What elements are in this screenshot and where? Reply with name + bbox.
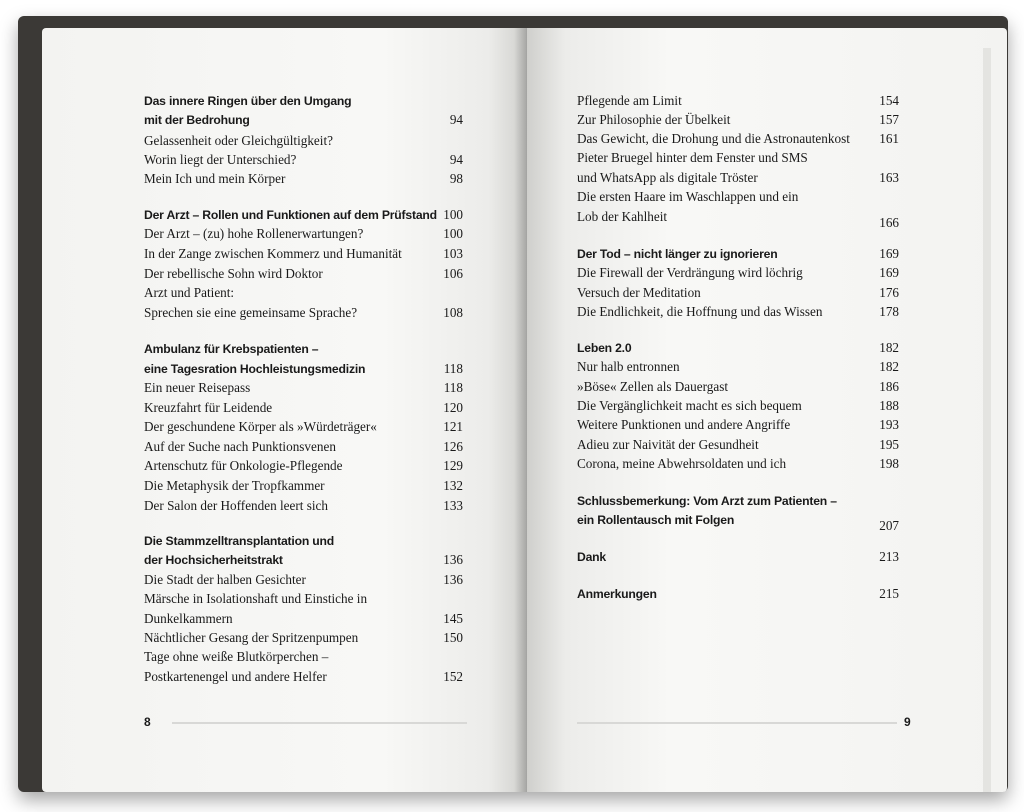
right-toc-entry: Corona, meine Abwehrsoldaten und ich — [577, 456, 787, 471]
left-toc-entry: Die Metaphysik der Tropfkammer — [144, 478, 325, 493]
right-toc-page-number: 166 — [879, 215, 899, 230]
left-toc-page-number: 132 — [443, 478, 463, 493]
right-toc-page-number: 169 — [879, 265, 899, 280]
left-toc-entry: Mein Ich und mein Körper — [144, 171, 286, 186]
right-toc-page-number: 193 — [879, 417, 899, 432]
left-toc — [42, 28, 527, 792]
left-toc-entry: Der geschundene Körper als »Würdeträger« — [144, 419, 377, 434]
left-toc-entry: Sprechen sie eine gemeinsame Sprache? — [144, 305, 358, 320]
right-toc-page-number: 186 — [879, 379, 899, 394]
left-toc-page-number: 121 — [443, 419, 463, 434]
left-toc-entry: Der rebellische Sohn wird Doktor — [144, 266, 323, 281]
left-toc-entry: Gelassenheit oder Gleichgültigkeit? — [144, 133, 333, 148]
right-toc-entry: Lob der Kahlheit — [577, 209, 668, 224]
left-toc-page-number: 136 — [443, 572, 463, 587]
left-toc-entry: Der Arzt – Rollen und Funktionen auf dem Prüfstand — [144, 208, 437, 222]
right-toc-entry: Die Firewall der Verdrängung wird löchrig — [577, 265, 803, 280]
left-toc-page-number: 98 — [449, 171, 463, 186]
left-toc-entry: eine Tagesration Hochleistungsmedizin — [144, 362, 366, 376]
left-toc-page-number: 120 — [443, 400, 463, 415]
right-toc-page-number: 182 — [879, 340, 899, 355]
left-toc-page-number: 94 — [449, 152, 463, 167]
left-toc-page-number: 108 — [443, 305, 463, 320]
right-toc-entry: Schlussbemerkung: Vom Arzt zum Patienten – — [577, 494, 837, 508]
left-toc-page-number: 136 — [443, 552, 463, 567]
right-toc-page-number: 161 — [879, 131, 899, 146]
left-toc-page-number: 145 — [443, 611, 463, 626]
right-toc-entry: »Böse« Zellen als Dauergast — [577, 379, 729, 394]
left-toc-entry: Tage ohne weiße Blutkörperchen – — [144, 649, 329, 664]
left-toc-entry: Arzt und Patient: — [144, 285, 235, 300]
right-toc-page-number: 198 — [879, 456, 899, 471]
right-toc-entry: Die Endlichkeit, die Hoffnung und das Wissen — [577, 304, 823, 319]
left-toc-page-number: 152 — [443, 669, 463, 684]
right-toc-page-number: 154 — [879, 93, 899, 108]
left-toc-entry: Ambulanz für Krebspatienten – — [144, 342, 319, 356]
right-folio: 9 — [904, 715, 911, 729]
left-toc-page-number: 118 — [443, 380, 463, 395]
left-footer-rule — [172, 722, 467, 724]
left-toc-page-number: 106 — [443, 266, 463, 281]
right-toc-page-number: 157 — [879, 112, 899, 127]
right-toc-page-number: 178 — [879, 304, 899, 319]
right-toc-entry: Pflegende am Limit — [577, 93, 682, 108]
left-toc-entry: Der Arzt – (zu) hohe Rollenerwartungen? — [144, 226, 364, 241]
left-toc-entry: In der Zange zwischen Kommerz und Humanität — [144, 246, 402, 261]
right-toc-page-number: 176 — [879, 285, 899, 300]
left-toc-entry: der Hochsicherheitstrakt — [144, 553, 283, 567]
left-toc-entry: Der Salon der Hoffenden leert sich — [144, 498, 328, 513]
left-toc-page-number: 94 — [449, 112, 463, 127]
left-toc-page-number: 100 — [443, 226, 463, 241]
right-toc-entry: Zur Philosophie der Übelkeit — [577, 112, 731, 127]
left-toc-page-number: 129 — [443, 458, 463, 473]
left-toc-entry: Auf der Suche nach Punktionsvenen — [144, 439, 336, 454]
right-toc-entry: Pieter Bruegel hinter dem Fenster und SMS — [577, 150, 808, 165]
left-toc-page-number: 126 — [443, 439, 463, 454]
right-toc-entry: ein Rollentausch mit Folgen — [577, 513, 735, 527]
left-toc-entry: Nächtlicher Gesang der Spritzenpumpen — [144, 630, 359, 645]
right-toc-page-number: 195 — [879, 437, 899, 452]
book-cover — [18, 16, 1008, 792]
right-toc-page-number: 188 — [879, 398, 899, 413]
right-toc-entry: Nur halb entronnen — [577, 359, 680, 374]
left-toc-page-number: 118 — [443, 361, 463, 376]
right-toc-page-number: 215 — [879, 586, 899, 601]
right-toc-entry: Das Gewicht, die Drohung und die Astronautenkost — [577, 131, 850, 146]
left-toc-page-number: 133 — [443, 498, 463, 513]
right-toc-page-number: 213 — [879, 549, 899, 564]
right-toc-entry: und WhatsApp als digitale Tröster — [577, 170, 758, 185]
right-toc-entry: Adieu zur Naivität der Gesundheit — [577, 437, 759, 452]
right-toc-page-number: 182 — [879, 359, 899, 374]
left-toc-entry: mit der Bedrohung — [144, 113, 250, 127]
right-toc-entry: Leben 2.0 — [577, 341, 632, 355]
right-toc-page-number: 207 — [879, 518, 899, 533]
left-toc-entry: Dunkelkammern — [144, 611, 233, 626]
right-toc-entry: Anmerkungen — [577, 587, 657, 601]
left-toc-entry: Worin liegt der Unterschied? — [144, 152, 297, 167]
page-edges — [983, 48, 991, 792]
right-toc-entry: Weitere Punktionen und andere Angriffe — [577, 417, 791, 432]
right-toc-page-number: 169 — [879, 246, 899, 261]
right-toc-entry: Die ersten Haare im Waschlappen und ein — [577, 189, 799, 204]
right-toc-page-number: 163 — [879, 170, 899, 185]
left-toc-entry: Kreuzfahrt für Leidende — [144, 400, 273, 415]
left-toc-page-number: 100 — [443, 207, 463, 222]
left-folio: 8 — [144, 715, 151, 729]
right-toc-entry: Dank — [577, 550, 607, 564]
left-toc-entry: Ein neuer Reisepass — [144, 380, 251, 395]
left-toc-entry: Das innere Ringen über den Umgang — [144, 94, 352, 108]
right-page — [527, 28, 1007, 792]
left-toc-entry: Artenschutz für Onkologie-Pflegende — [144, 458, 343, 473]
right-toc — [527, 28, 1007, 792]
left-toc-entry: Postkartenengel und andere Helfer — [144, 669, 327, 684]
left-toc-page-number: 103 — [443, 246, 463, 261]
left-page — [42, 28, 527, 792]
left-toc-entry: Die Stammzelltransplantation und — [144, 534, 334, 548]
right-footer-rule — [577, 722, 897, 724]
left-toc-entry: Die Stadt der halben Gesichter — [144, 572, 306, 587]
right-toc-entry: Versuch der Meditation — [577, 285, 701, 300]
left-toc-page-number: 150 — [443, 630, 463, 645]
right-toc-entry: Der Tod – nicht länger zu ignorieren — [577, 247, 778, 261]
right-toc-entry: Die Vergänglichkeit macht es sich bequem — [577, 398, 802, 413]
left-toc-entry: Märsche in Isolationshaft und Einstiche in — [144, 591, 368, 606]
